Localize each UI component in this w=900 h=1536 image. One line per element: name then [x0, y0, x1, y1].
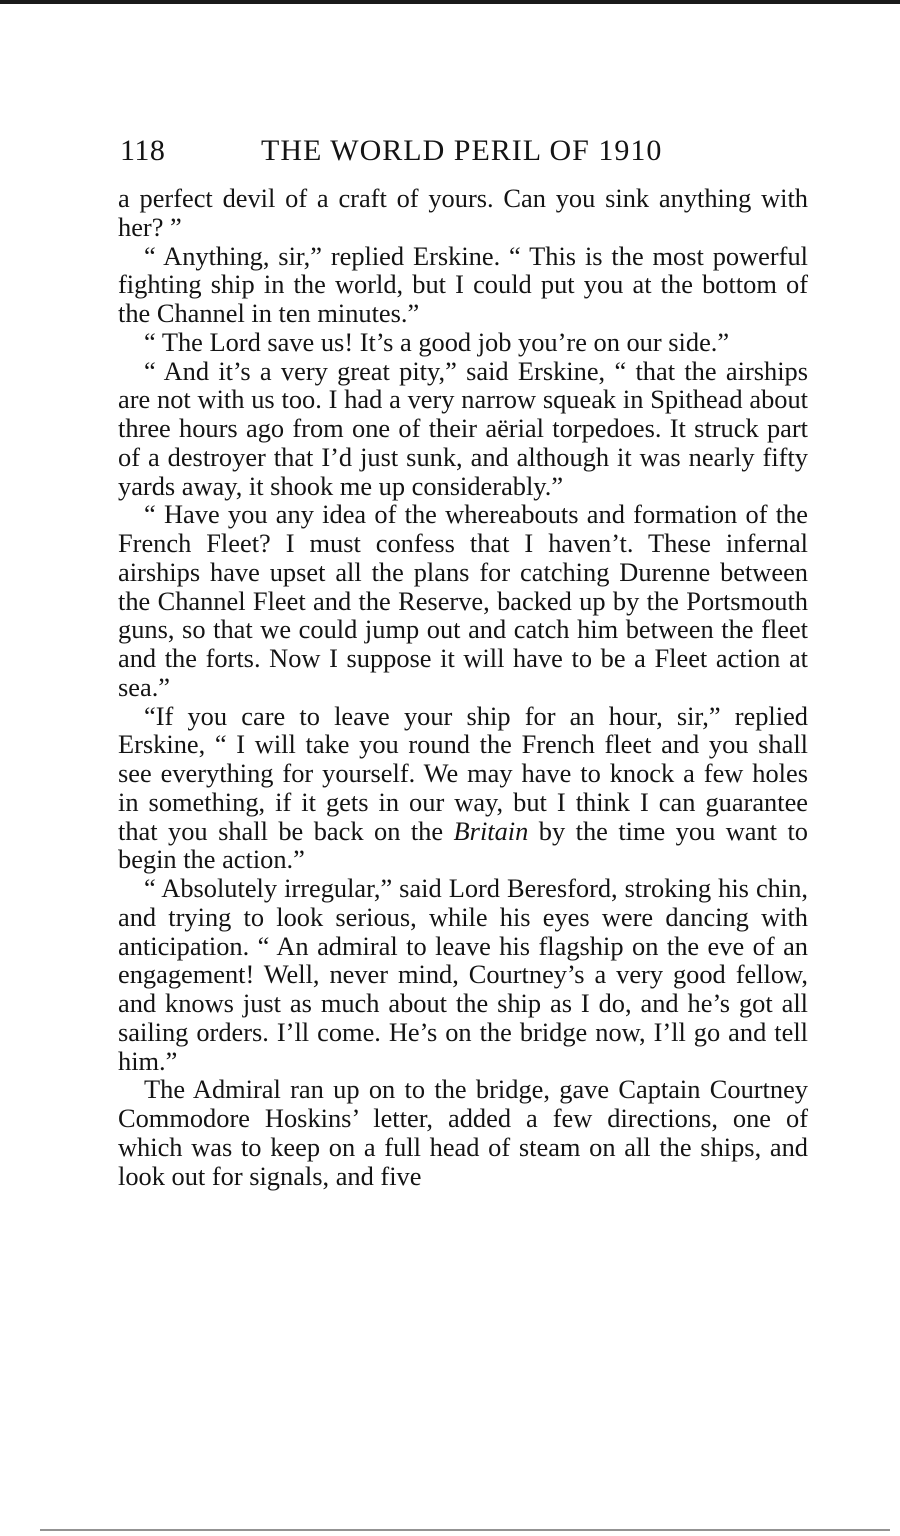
paragraph-1: a perfect devil of a craft of yours. Can you sink anything with her? ” [118, 183, 808, 242]
body-text [118, 184, 808, 1190]
top-edge-rule [0, 0, 900, 4]
running-head [118, 128, 808, 176]
bottom-edge-rule [40, 1529, 890, 1531]
page-number: 118 [120, 134, 166, 167]
paragraph-6 [118, 702, 808, 875]
book-title: THE WORLD PERIL OF 1910 [261, 134, 663, 167]
paragraph-8: The Admiral ran up on to the bridge, gave Captain Courtney Commodore Hoskins’ letter, added a few directions, one of which was to keep on a full head of steam on all the ships, and look out for signals, and five [118, 1074, 808, 1191]
ship-name-italic: Britain [453, 815, 529, 846]
paragraph-2: “ Anything, sir,” replied Erskine. “ This is the most powerful fighting ship in the world, but I could put you at the bottom of the Channel in ten minutes.” [118, 240, 808, 328]
book-page [118, 128, 808, 1190]
paragraph-6-text-before: “If you care to leave your ship for an hour, sir,” replied Erskine, “ I will take you round the French fleet and you shall see everything for yourself. We may have to knock a few holes in something, if it gets in our way, but I think I can guarantee that you shall be back on the [118, 700, 808, 846]
paragraph-4: “ And it’s a very great pity,” said Erskine, “ that the airships are not with us too. I had a very narrow squeak in Spithead about three hours ago from one of their aërial torpedoes. It struck part of a destroyer that I’d just sunk, and although it was nearly fifty yards away, it shook me up considerably.” [118, 355, 808, 501]
paragraph-7: “ Absolutely irregular,” said Lord Beresford, stroking his chin, and trying to look serious, while his eyes were dancing with anticipation. “ An admiral to leave his flagship on the eve of an engagement! Well, never mind, Courtney’s a very good fellow, and knows just as much about the ship as I do, and he’s got all sailing orders. I’ll come. He’s on the bridge now, I’ll go and tell him.” [118, 873, 808, 1076]
paragraph-6-text-after: by the time you want to begin the action.” [118, 815, 808, 875]
paragraph-3: “ The Lord save us! It’s a good job you’re on our side.” [144, 326, 730, 357]
paragraph-5: “ Have you any idea of the whereabouts and formation of the French Fleet? I must confess that I haven’t. These infernal airships have upset all the plans for catching Durenne between the Channel Fleet and the Reserve, backed up by the Portsmouth guns, so that we could jump out and catch him between the fleet and the forts. Now I suppose it will have to be a Fleet action at sea.” [118, 499, 808, 702]
